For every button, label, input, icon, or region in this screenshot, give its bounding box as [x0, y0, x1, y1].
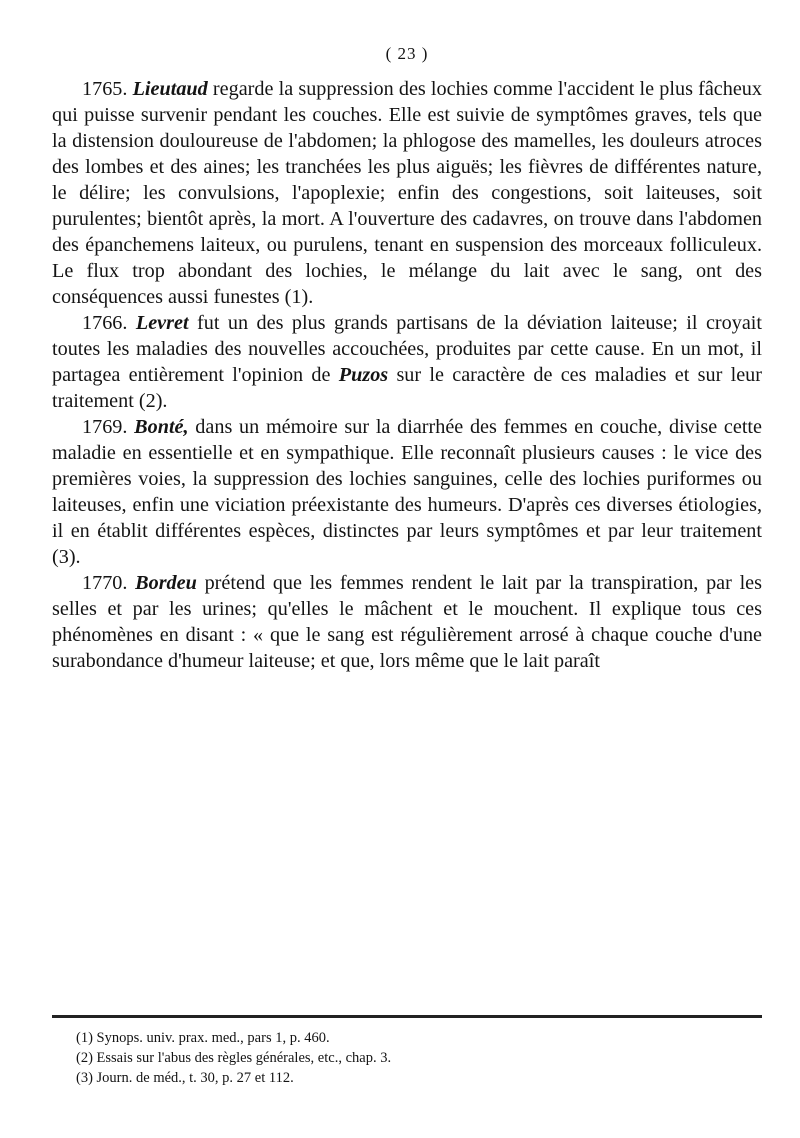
paragraph-1770: [52, 570, 762, 674]
paragraph-year: 1765.: [82, 78, 128, 100]
author-name: Levret: [135, 312, 189, 334]
footnote-divider: [52, 1015, 762, 1018]
paragraph-year: 1769.: [82, 416, 128, 438]
paragraph-text: regarde la suppression des lochies comme l'accident le plus fâcheux qui puisse survenir pendant les couches. Elle est suivie de symptômes graves, tels que la distension douloureuse de l'abdomen; la phlogose des mamelles, les douleurs atroces des lombes et des aines; les tranchées les plus aiguës; les fièvres de différentes nature, le délire; les convulsions, l'apoplexie; enfin des congestions, soit laiteuses, soit purulentes; bientôt après, la mort. A l'ouverture des cadavres, on trouve dans l'abdomen des épanchemens laiteux, ou purulens, tenant en suspension des morceaux folliculeux. Le flux trop abondant des lochies, le mélange du lait avec le sang, ont des conséquences aussi funestes (1).: [52, 78, 762, 308]
cited-name: Puzos: [338, 364, 389, 386]
page-number: ( 23 ): [385, 44, 429, 63]
footnote-2: (2) Essais sur l'abus des règles générales, etc., chap. 3.: [76, 1050, 392, 1066]
footnote-1: (1) Synops. univ. prax. med., pars 1, p. 460.: [76, 1030, 330, 1046]
paragraph-1766: [52, 310, 762, 414]
body-text: [52, 76, 762, 674]
paragraph-text: fut un des plus grands partisans de la déviation laiteuse; il croyait toutes les maladies des nouvelles accouchées, produites par cette cause. En un mot, il partagea entièrement l'opinion de: [52, 312, 763, 386]
author-name: Bonté,: [134, 416, 189, 438]
paragraph-1765: [52, 76, 762, 310]
paragraph-year: 1766.: [82, 312, 128, 334]
document-page: [52, 0, 762, 1138]
paragraph-text: prétend que les femmes rendent le lait par la transpiration, par les selles et par les urines; qu'elles le mâchent et le mouchent. Il explique tous ces phénomènes en disant : « que le sang est régulièrement arrosé à chaque couche d'une surabondance d'humeur laiteuse; et que, lors même que le lait paraît: [52, 572, 762, 672]
paragraph-1769: [52, 414, 762, 570]
paragraph-year: 1770.: [82, 572, 128, 594]
author-name: Bordeu: [135, 572, 197, 594]
author-name: Lieutaud: [132, 78, 208, 100]
paragraph-text: sur le caractère de ces maladies et sur leur traitement (2).: [52, 364, 762, 412]
paragraph-text: dans un mémoire sur la diarrhée des femmes en couche, divise cette maladie en essentielle et en sympathique. Elle reconnaît plusieurs causes : le vice des premières voies, la suppression des lochies sanguines, celle des lochies puriformes ou laiteuses, enfin une viciation préexistante des humeurs. D'après ces diverses étiologies, il en établit différentes espèces, distinctes par leurs symptômes et par leur traitement (3).: [52, 416, 763, 568]
footnote-3: (3) Journ. de méd., t. 30, p. 27 et 112.: [76, 1070, 294, 1086]
footnotes: [76, 1028, 762, 1088]
